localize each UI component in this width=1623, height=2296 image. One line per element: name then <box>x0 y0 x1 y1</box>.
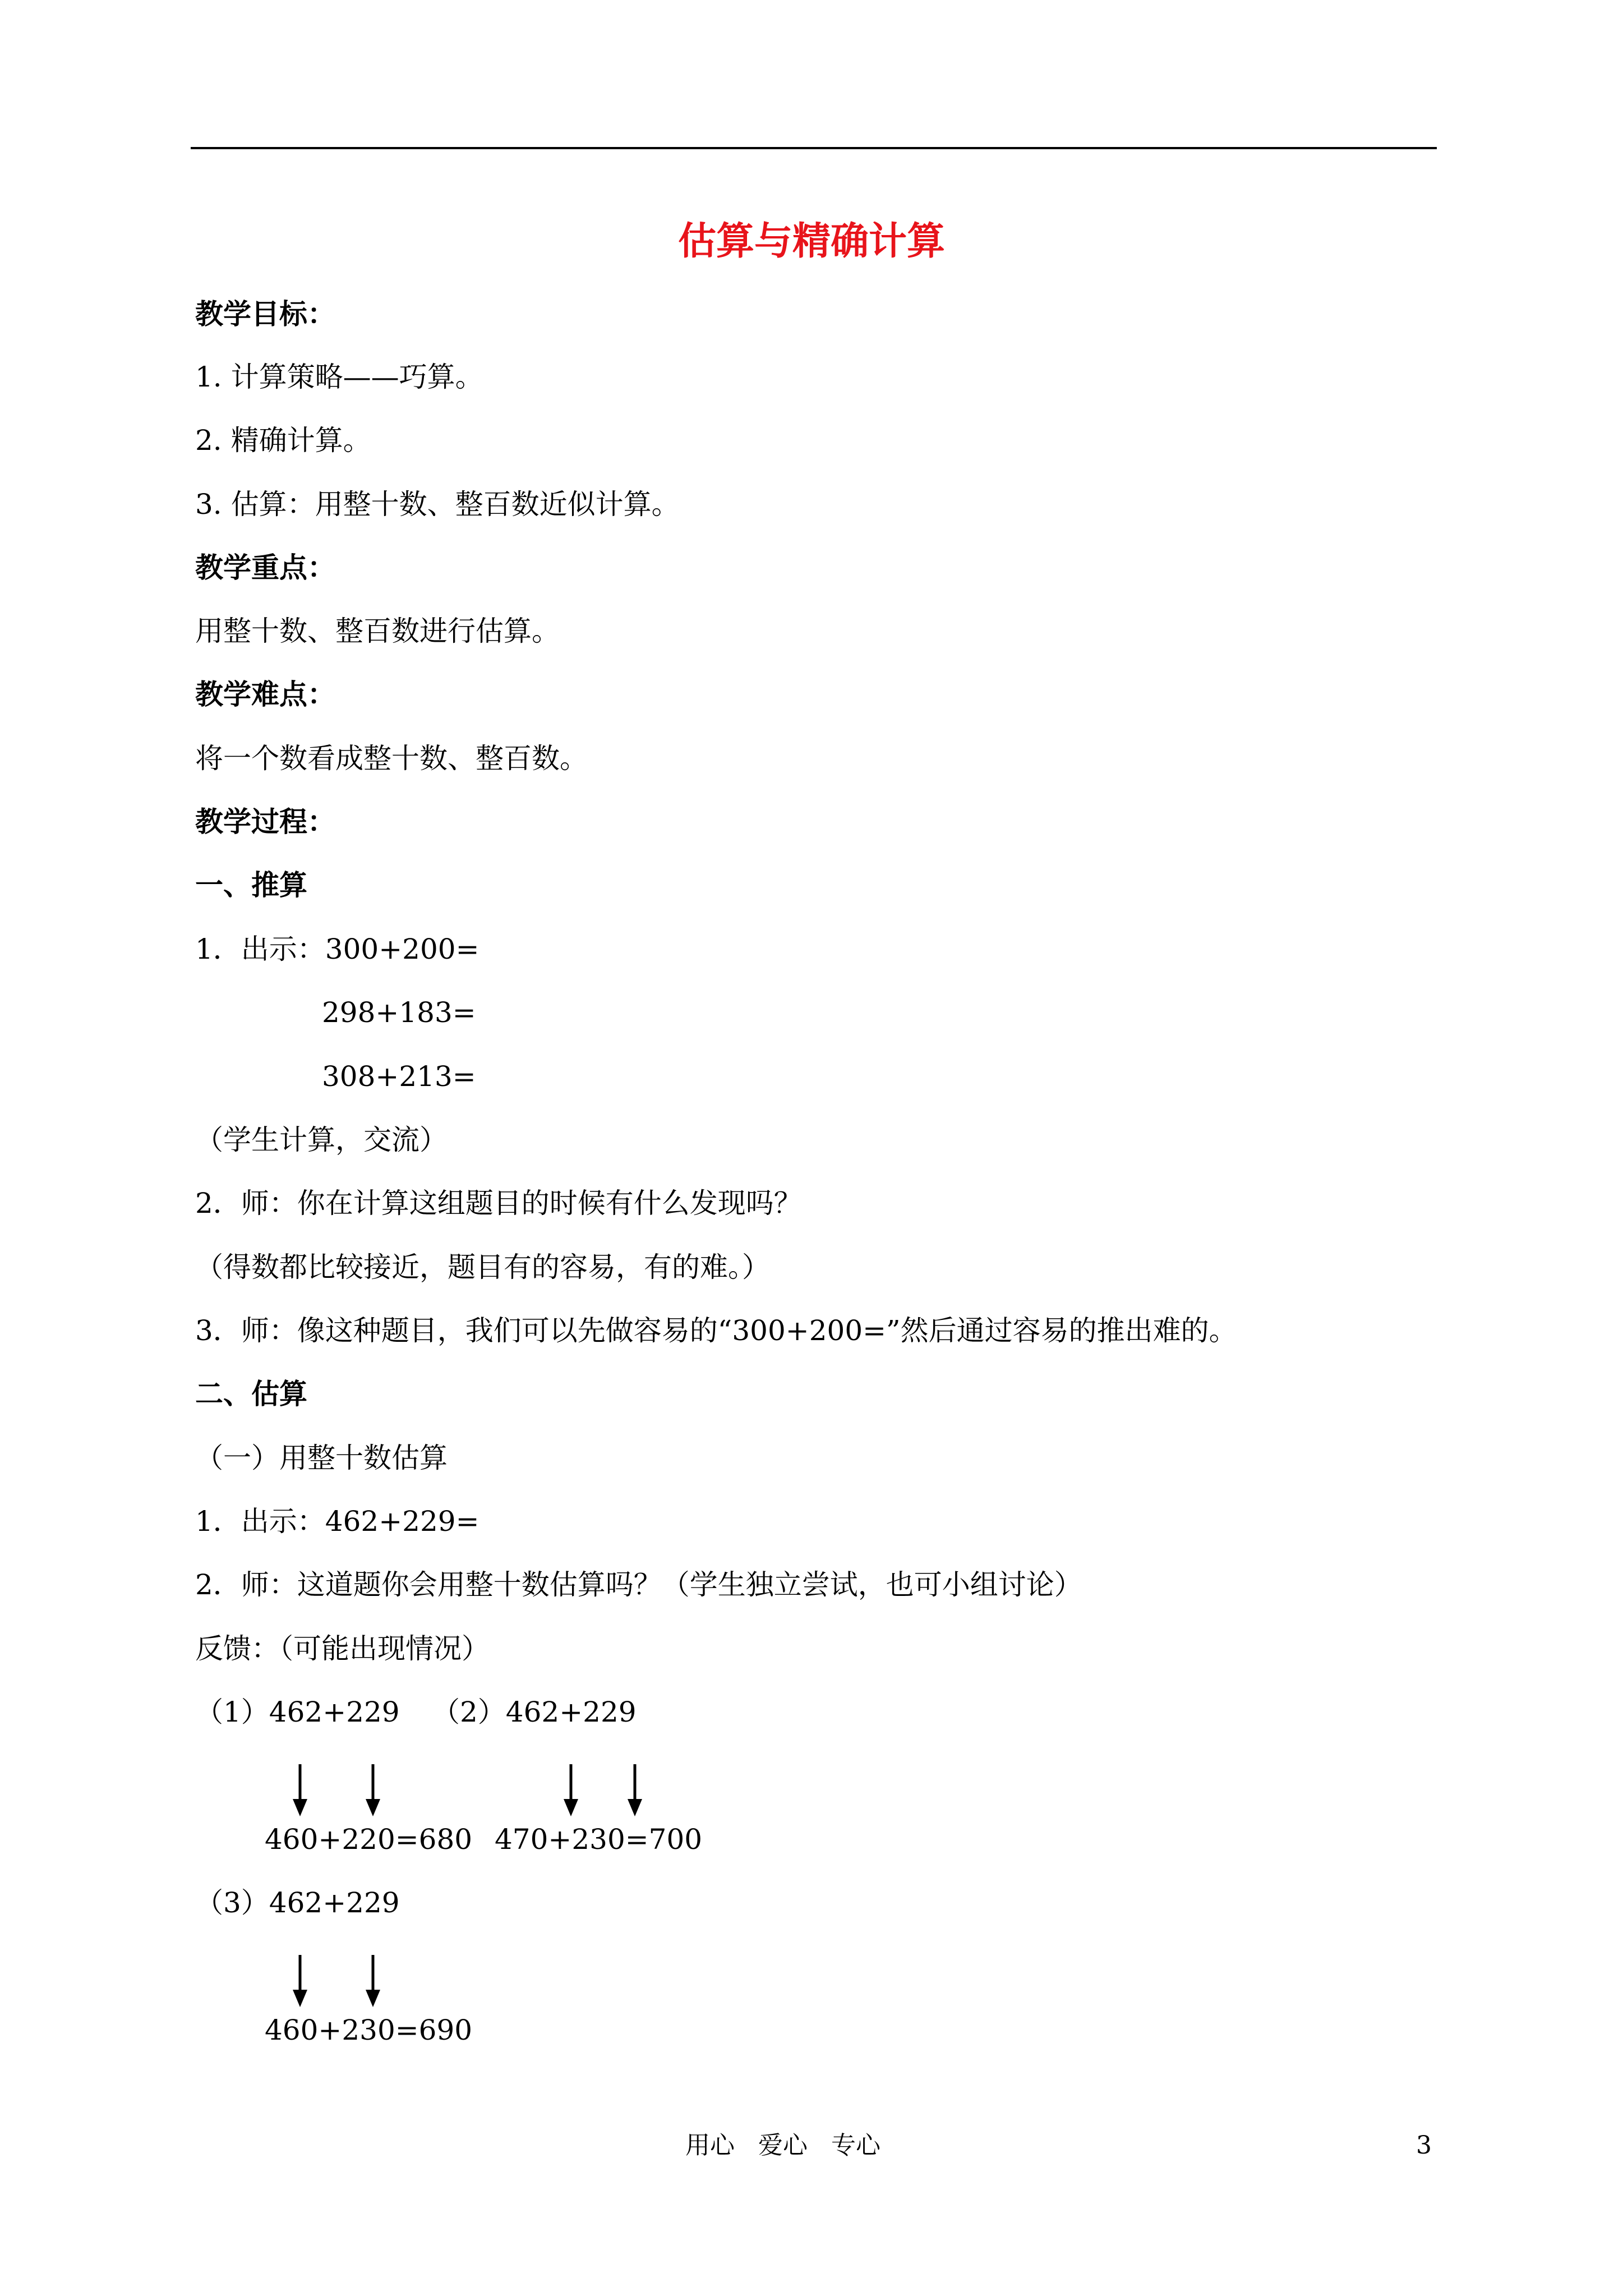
goal-item-1: 1. 计算策略——巧算。 <box>195 361 483 393</box>
feedback-label: 反馈：（可能出现情况） <box>195 1632 490 1665</box>
round-down-arrow-icon <box>560 1764 582 1818</box>
part2-show: 1．出示：462+229= <box>195 1505 479 1538</box>
round-down-arrow-icon <box>289 1955 311 2008</box>
case-2-result: 470+230=700 <box>495 1823 703 1856</box>
goal-item-3: 3. 估算：用整十数、整百数近似计算。 <box>195 488 680 521</box>
page-number: 3 <box>1416 2131 1432 2160</box>
part2-heading: 二、估算 <box>195 1377 307 1410</box>
round-down-arrow-icon <box>362 1764 384 1818</box>
subsection-1-heading: （一）用整十数估算 <box>195 1442 448 1474</box>
page-title: 估算与精确计算 <box>677 219 945 264</box>
case-2-expression: （2）462+229 <box>432 1696 637 1728</box>
key-points-heading: 教学重点： <box>195 551 335 584</box>
part1-answer-2: （得数都比较接近，题目有的容易，有的难。） <box>195 1251 770 1283</box>
footer-motto-2: 爱心 <box>758 2131 808 2160</box>
part1-question-3: 3．师：像这种题目，我们可以先做容易的“300+200=”然后通过容易的推出难的。 <box>195 1314 1237 1347</box>
footer-motto-3: 专心 <box>831 2131 880 2160</box>
case-1-expression: （1）462+229 <box>195 1696 400 1728</box>
difficulty-heading: 教学难点： <box>195 678 335 711</box>
header-rule <box>191 147 1437 149</box>
process-heading: 教学过程： <box>195 805 335 838</box>
round-down-arrow-icon <box>624 1764 646 1818</box>
part1-show: 1．出示：300+200= <box>195 933 479 965</box>
case-3-result: 460+230=690 <box>265 2014 473 2046</box>
part1-question-2: 2．师：你在计算这组题目的时候有什么发现吗？ <box>195 1187 802 1220</box>
case-1-result: 460+220=680 <box>265 1823 473 1856</box>
part2-question-2: 2．师：这道题你会用整十数估算吗？（学生独立尝试，也可小组讨论） <box>195 1568 1082 1601</box>
part1-equation-2: 298+183= <box>322 996 476 1029</box>
goal-item-2: 2. 精确计算。 <box>195 424 371 457</box>
round-down-arrow-icon <box>289 1764 311 1818</box>
part1-equation-3: 308+213= <box>322 1060 476 1093</box>
goals-heading: 教学目标： <box>195 297 335 330</box>
case-3-expression: （3）462+229 <box>195 1887 400 1919</box>
round-down-arrow-icon <box>362 1955 384 2008</box>
footer-motto-1: 用心 <box>685 2131 735 2160</box>
part1-note: （学生计算，交流） <box>195 1124 448 1156</box>
part1-heading: 一、推算 <box>195 868 307 901</box>
key-points-text: 用整十数、整百数进行估算。 <box>195 615 560 647</box>
difficulty-text: 将一个数看成整十数、整百数。 <box>195 742 588 775</box>
